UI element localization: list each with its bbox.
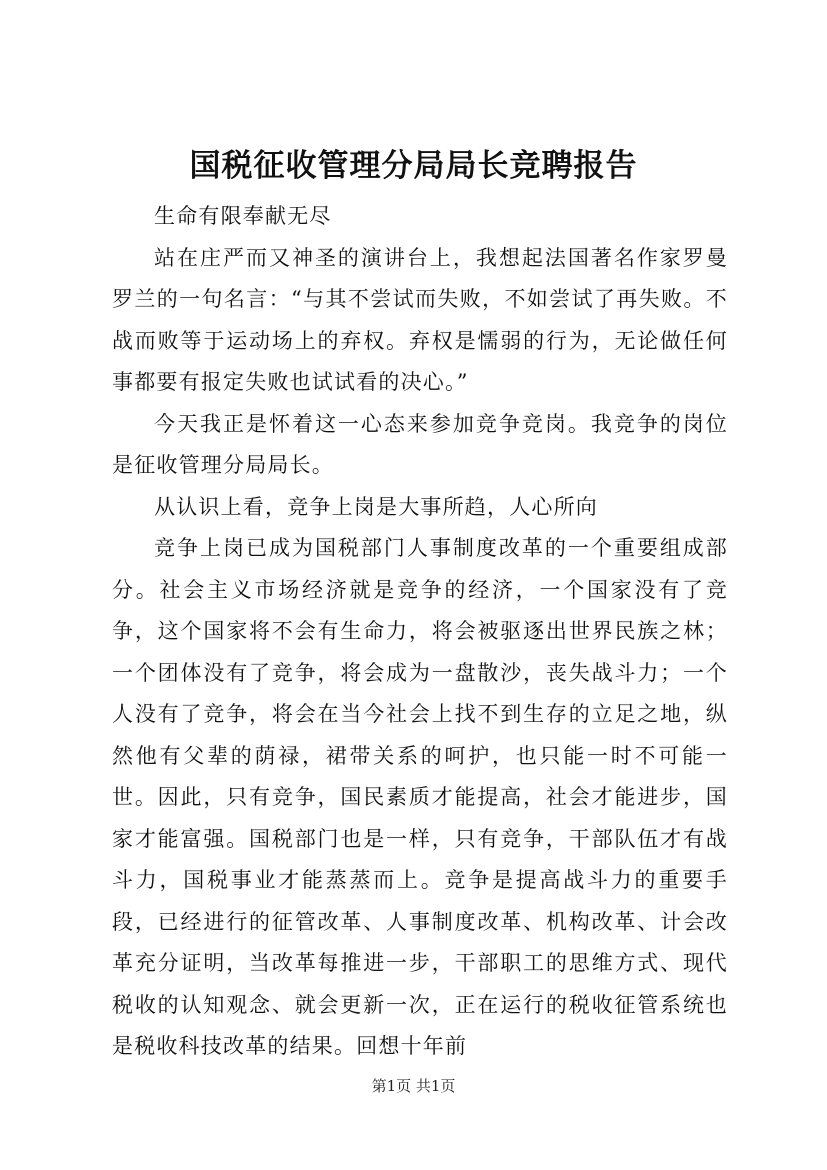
document-body bbox=[112, 196, 728, 1068]
subtitle-paragraph: 生命有限奉献无尽 bbox=[154, 204, 332, 228]
body-paragraph: 竞争上岗已成为国税部门人事制度改革的一个重要组成部分。社会主义市场经济就是竞争的经济，一个国家没有了竞争，这个国家将不会有生命力，将会被驱逐出世界民族之林；一个团体没有了竞争，将会成为一盘散沙，丧失战斗力；一个人没有了竞争，将会在当今社会上找不到生存的立足之地，纵然他有父辈的荫禄，裙带关系的呵护，也只能一时不可能一世。因此，只有竞争，国民素质才能提高，社会才能进步，国家才能富强。国税部门也是一样，只有竞争，干部队伍才有战斗力，国税事业才能蒸蒸而上。竞争是提高战斗力的重要手段，已经进行的征管改革、人事制度改革、机构改革、计会改革充分证明，当改革每推进一步，干部职工的思维方式、现代税收的认知观念、就会更新一次，正在运行的税收征管系统也是税收科技改革的结果。回想十年前 bbox=[112, 536, 728, 1058]
body-paragraph: 站在庄严而又神圣的演讲台上，我想起法国著名作家罗曼罗兰的一句名言：“与其不尝试而失败，不如尝试了再失败。不战而败等于运动场上的弃权。弃权是懦弱的行为，无论做任何事都要有报定失败也试试看的决心。” bbox=[112, 245, 728, 394]
section-heading-paragraph: 从认识上看，竞争上岗是大事所趋，人心所向 bbox=[154, 494, 598, 519]
page-footer: 第1页 共1页 bbox=[371, 1077, 456, 1095]
document-title: 国税征收管理分局局长竞聘报告 bbox=[189, 148, 638, 184]
body-paragraph: 今天我正是怀着这一心态来参加竞争竞岗。我竞争的岗位是征收管理分局局长。 bbox=[112, 411, 728, 477]
